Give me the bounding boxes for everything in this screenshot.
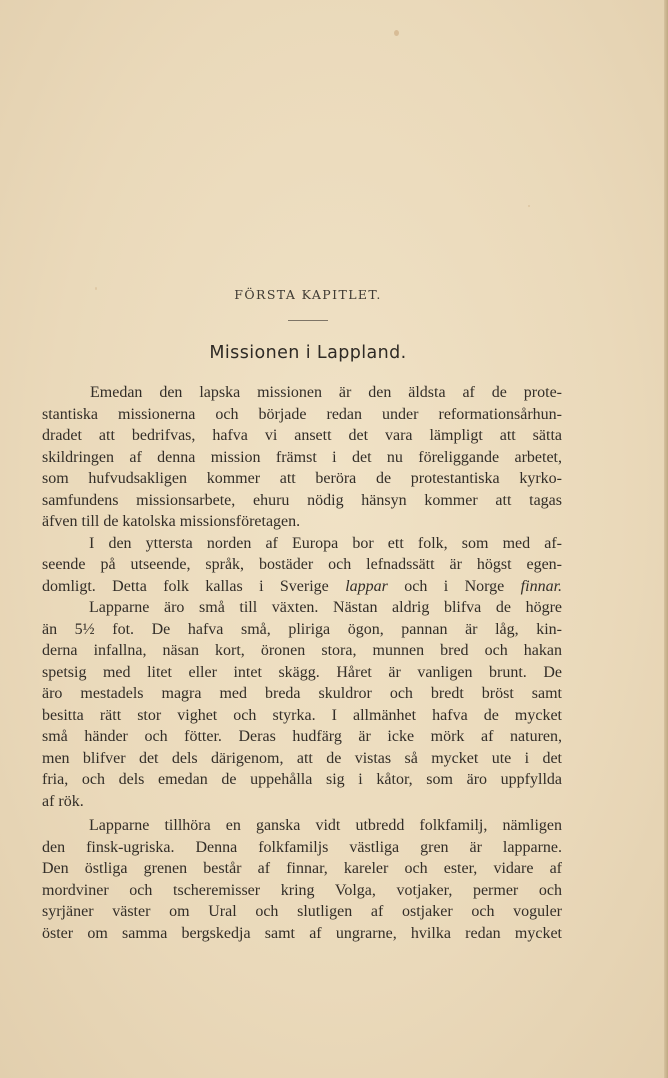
paragraph [42, 815, 562, 944]
text-line: seende på utseende, språk, bostäder och lefnadssätt är högst egen- [42, 556, 562, 573]
italic-term-finnar: finnar. [520, 577, 563, 595]
text-line: skildringen af denna mission främst i det nu föreliggande arbetet, [42, 448, 562, 466]
text-line: derna infallna, näsan kort, öronen stora, munnen bred och hakan [42, 642, 562, 659]
text-line: Den östliga grenen består af finnar, kareler och ester, vidare af [42, 860, 562, 877]
text-line: äfven till de katolska missionsföretagen. [42, 513, 301, 530]
text-run: och i Norge [387, 577, 521, 595]
text-line: spetsig med litet eller intet skägg. Håret är vanligen brunt. De [42, 663, 562, 681]
paragraph [42, 382, 562, 533]
text-line: dradet att bedrifvas, hafva vi ansett det vara lämpligt att sätta [42, 427, 562, 444]
paragraph [42, 533, 562, 598]
text-line: Emedan den lapska missionen är den äldsta af de prote- [90, 384, 562, 401]
page-title: Missionen i Lappland. [209, 343, 407, 363]
page-edge [664, 0, 668, 1078]
text-line: den finsk-ugriska. Denna folkfamiljs västliga gren är lapparne. [42, 838, 562, 856]
text-line: än 5½ fot. De hafva små, pliriga ögon, pannan är låg, kin- [42, 620, 562, 638]
paper-stain [528, 205, 530, 207]
text-line: af rök. [42, 792, 84, 810]
text-line [42, 576, 562, 598]
text-line: stantiska missionerna och började redan under reformationsårhun- [42, 405, 562, 423]
body-text [42, 382, 562, 944]
text-line: äro mestadels magra med breda skuldror och bredt bröst samt [42, 685, 562, 702]
text-line: Lapparne tillhöra en ganska vidt utbredd folkfamilj, nämligen [89, 817, 562, 834]
text-line: mordviner och tscheremisser kring Volga, votjaker, permer och [42, 881, 562, 899]
text-line: Lapparne äro små till växten. Nästan aldrig blifva de högre [89, 599, 562, 616]
text-line: men blifver det dels därigenom, att de vistas så mycket ute i det [42, 749, 562, 767]
text-line: syrjäner väster om Ural och slutligen af ostjaker och voguler [42, 903, 562, 920]
paragraph [42, 597, 562, 812]
text-line: besitta rätt stor vighet och styrka. I allmänhet hafva de mycket [42, 706, 562, 724]
paper-stain [394, 30, 399, 36]
text-line: som hufvudsakligen kommer att beröra de protestantiska kyrko- [42, 470, 562, 487]
text-line: samfundens missionsarbete, ehuru nödig hänsyn kommer att tagas [42, 491, 562, 509]
text-line: öster om samma bergskedja samt af ungrarne, hvilka redan mycket [42, 924, 562, 942]
text-line: små händer och fötter. Deras hudfärg är icke mörk af naturen, [42, 728, 562, 745]
text-run: domligt. Detta folk kallas i Sverige [42, 577, 346, 595]
heading-rule [288, 320, 328, 321]
text-line: I den yttersta norden af Europa bor ett folk, som med af- [89, 534, 562, 552]
text-line: fria, och dels emedan de uppehålla sig i kåtor, som äro uppfyllda [42, 771, 562, 788]
italic-term-lappar: lappar [345, 577, 388, 595]
chapter-heading: FÖRSTA KAPITLET. [234, 287, 382, 302]
